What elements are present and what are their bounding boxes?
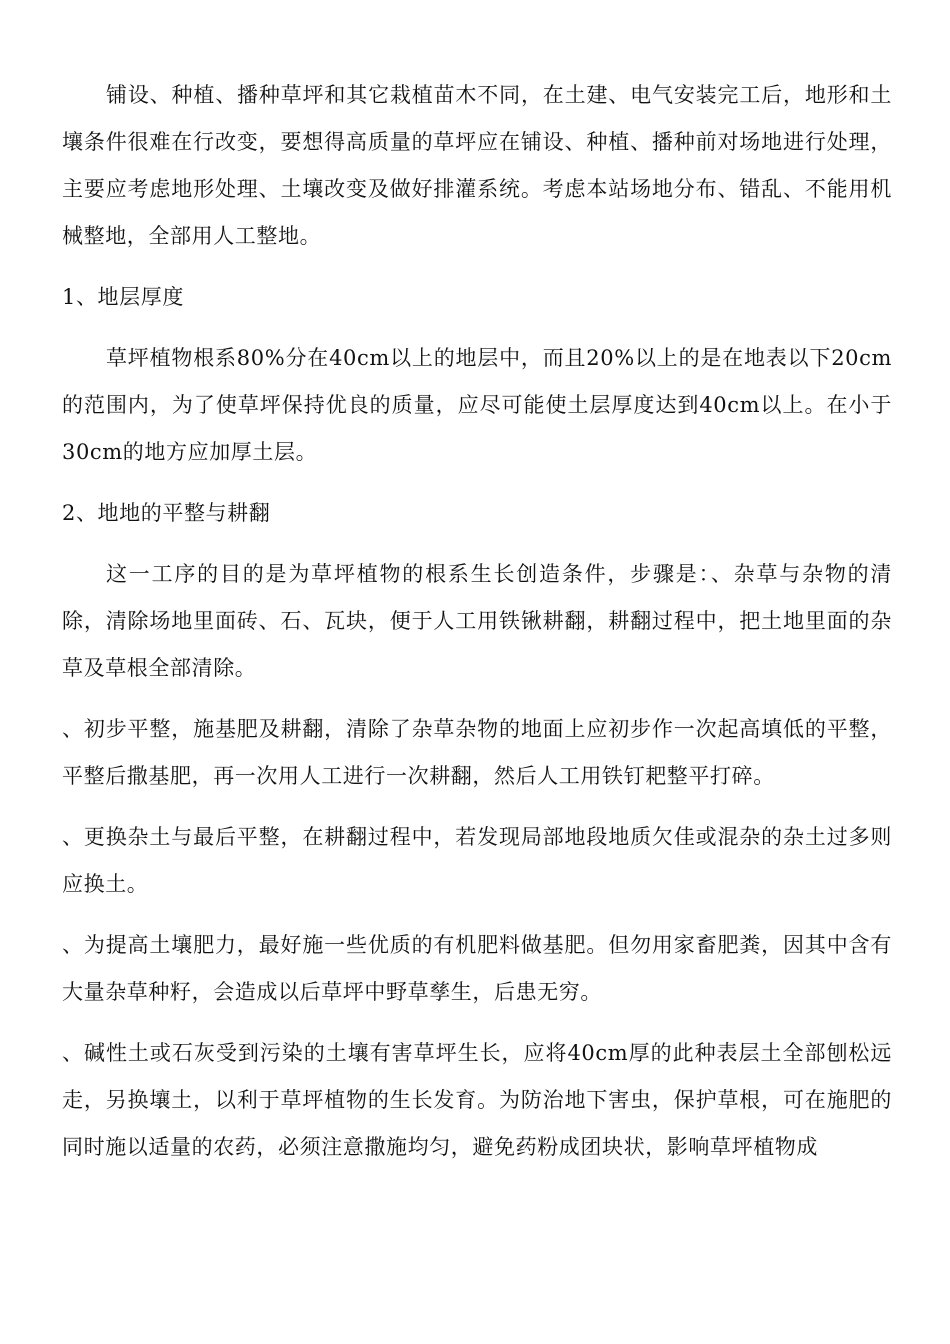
section-heading-2: 2、地地的平整与耕翻: [62, 501, 271, 525]
step-fertilizer-paragraph: 、为提高土壤肥力，最好施一些优质的有机肥料做基肥。但勿用家畜肥粪，因其中含有大量杂草种籽，会造成以后草坪中野草孳生，后患无穷。: [62, 933, 892, 1004]
document-page: [62, 72, 892, 1171]
step-soil-replacement-paragraph: 、更换杂土与最后平整，在耕翻过程中，若发现局部地段地质欠佳或混杂的杂土过多则应换土。: [62, 825, 892, 896]
soil-depth-paragraph: 草坪植物根系80%分在40cm以上的地层中，而且20%以上的是在地表以下20cm的范围内，为了使草坪保持优良的质量，应尽可能使土层厚度达到40cm以上。在小于30cm的地方应加厚土层。: [62, 346, 892, 464]
intro-paragraph: 铺设、种植、播种草坪和其它栽植苗木不同，在土建、电气安装完工后，地形和土壤条件很难在行改变，要想得高质量的草坪应在铺设、种植、播种前对场地进行处理，主要应考虑地形处理、土壤改变及做好排灌系统。考虑本站场地分布、错乱、不能用机械整地，全部用人工整地。: [62, 83, 892, 248]
step-alkaline-soil-paragraph: 、碱性土或石灰受到污染的土壤有害草坪生长，应将40cm厚的此种表层土全部刨松远走，另换壤土，以利于草坪植物的生长发育。为防治地下害虫，保护草根，可在施肥的同时施以适量的农药，必须注意撒施均匀，避免药粉成团块状，影响草坪植物成: [62, 1041, 892, 1159]
step-initial-leveling-paragraph: 、初步平整，施基肥及耕翻，清除了杂草杂物的地面上应初步作一次起高填低的平整，平整后撒基肥，再一次用人工进行一次耕翻，然后人工用铁钉耙整平打碎。: [62, 717, 892, 788]
leveling-intro-paragraph: 这一工序的目的是为草坪植物的根系生长创造条件，步骤是：、杂草与杂物的清除，清除场地里面砖、石、瓦块，便于人工用铁锹耕翻，耕翻过程中，把土地里面的杂草及草根全部清除。: [62, 562, 892, 680]
section-heading-1: 1、地层厚度: [62, 285, 184, 309]
